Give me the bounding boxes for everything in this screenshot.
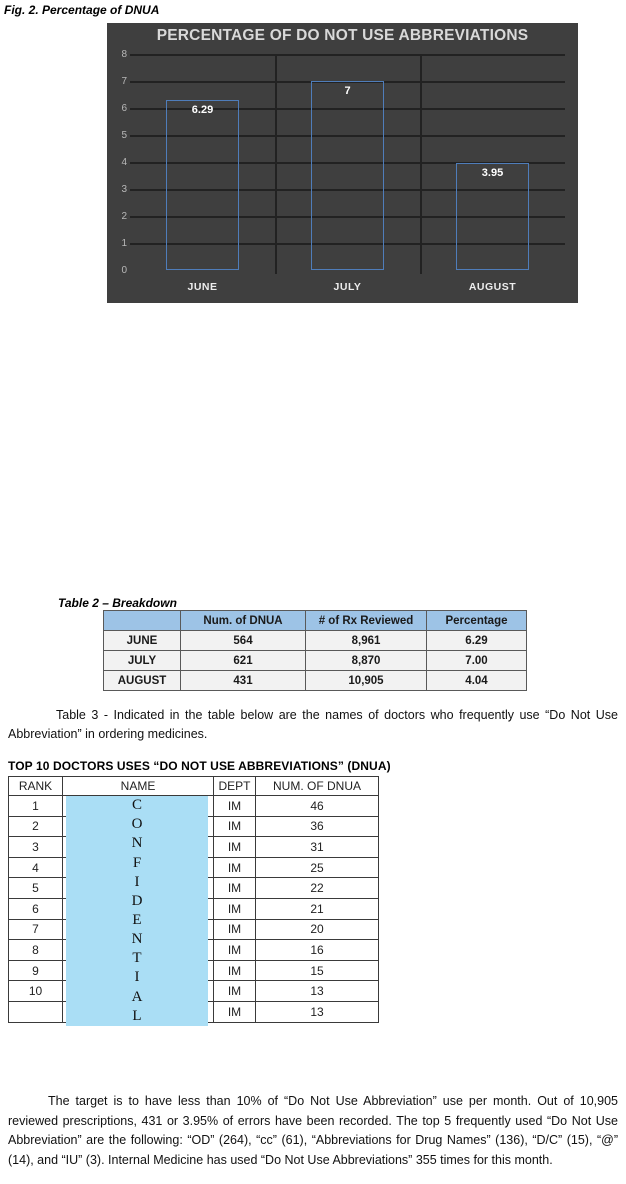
top10-cell: 4 xyxy=(9,857,63,878)
category-divider-line xyxy=(275,54,277,274)
top10-cell: 6 xyxy=(9,898,63,919)
top10-cell: 2 xyxy=(9,816,63,837)
bar-july xyxy=(311,81,384,270)
top10-cell: 36 xyxy=(256,816,379,837)
top10-cell: 8 xyxy=(9,940,63,961)
top10-cell: IM xyxy=(214,940,256,961)
confidential-letter: C xyxy=(131,797,142,814)
confidential-letter: N xyxy=(131,835,143,852)
top10-cell: IM xyxy=(214,919,256,940)
top10-header-cell: NUM. OF DNUA xyxy=(256,777,379,796)
breakdown-cell: 6.29 xyxy=(427,631,527,651)
top10-table-heading: TOP 10 DOCTORS USES “DO NOT USE ABBREVIATIONS” (DNUA) xyxy=(8,759,391,773)
x-axis-category-label: JULY xyxy=(333,281,362,293)
figure-caption: Fig. 2. Percentage of DNUA xyxy=(4,3,160,17)
breakdown-header-row xyxy=(104,611,527,631)
breakdown-cell: 431 xyxy=(181,671,306,691)
x-axis-category-label: JUNE xyxy=(187,281,218,293)
top10-cell: 13 xyxy=(256,981,379,1002)
top10-cell: IM xyxy=(214,960,256,981)
confidential-letter: I xyxy=(134,873,140,890)
top10-cell: 22 xyxy=(256,878,379,899)
bar-june xyxy=(166,100,239,270)
top10-cell xyxy=(9,1001,63,1022)
top10-table-header xyxy=(9,777,379,796)
y-axis-tick-label: 1 xyxy=(121,238,127,249)
y-axis-tick-label: 4 xyxy=(121,157,127,168)
confidential-letter: D xyxy=(131,892,143,909)
top10-header-cell: DEPT xyxy=(214,777,256,796)
bar-value-label: 6.29 xyxy=(191,104,214,117)
top10-cell: 5 xyxy=(9,878,63,899)
top10-header-cell: NAME xyxy=(63,777,214,796)
top10-cell: 13 xyxy=(256,1001,379,1022)
breakdown-table-header xyxy=(104,611,527,631)
confidential-overlay xyxy=(66,796,208,1026)
top10-cell: 1 xyxy=(9,796,63,817)
y-axis-tick-label: 0 xyxy=(121,265,127,276)
y-axis-tick-label: 5 xyxy=(121,130,127,141)
category-divider-line xyxy=(420,54,422,274)
top10-cell: 21 xyxy=(256,898,379,919)
y-axis-tick-label: 8 xyxy=(121,49,127,60)
breakdown-header-cell: # of Rx Reviewed xyxy=(306,611,427,631)
chart-title: PERCENTAGE OF DO NOT USE ABBREVIATIONS xyxy=(156,27,529,44)
top10-header-row xyxy=(9,777,379,796)
breakdown-header-cell xyxy=(104,611,181,631)
breakdown-cell: JUNE xyxy=(104,631,181,651)
top10-cell: IM xyxy=(214,816,256,837)
breakdown-cell: 4.04 xyxy=(427,671,527,691)
top10-cell: IM xyxy=(214,796,256,817)
confidential-letter: T xyxy=(132,950,142,967)
top10-cell: 46 xyxy=(256,796,379,817)
confidential-letter: A xyxy=(131,988,143,1005)
breakdown-row xyxy=(104,651,527,671)
y-axis-tick-label: 2 xyxy=(121,211,127,222)
y-axis-tick-label: 7 xyxy=(121,76,127,87)
breakdown-header-cell: Num. of DNUA xyxy=(181,611,306,631)
summary-paragraph: The target is to have less than 10% of “Do Not Use Abbreviation” use per month. Out of 10,905 reviewed prescriptions, 431 or 3.95% of errors have been recorded. The top 5 frequently used “Do Not Use Abbreviation” are the following: “OD” (264), “cc” (61), “Abbreviations for Drug Names” (136), “D/C” (15), “@” (14), and “IU” (3). Internal Medicine has used “Do Not Use Abbreviations” 355 times for this month. xyxy=(8,1094,618,1167)
top10-header-cell: RANK xyxy=(9,777,63,796)
top10-cell: IM xyxy=(214,837,256,858)
top10-cell: 31 xyxy=(256,837,379,858)
y-axis-tick-label: 3 xyxy=(121,184,127,195)
breakdown-header-cell: Percentage xyxy=(427,611,527,631)
gridline xyxy=(130,54,565,56)
top10-cell: 9 xyxy=(9,960,63,981)
confidential-letter: F xyxy=(132,854,142,871)
breakdown-cell: AUGUST xyxy=(104,671,181,691)
breakdown-row xyxy=(104,671,527,691)
top10-cell: 20 xyxy=(256,919,379,940)
confidential-letter: L xyxy=(132,1007,142,1024)
breakdown-cell: 564 xyxy=(181,631,306,651)
top10-cell: 16 xyxy=(256,940,379,961)
breakdown-cell: 10,905 xyxy=(306,671,427,691)
x-axis-category-label: AUGUST xyxy=(468,281,517,293)
top10-cell: IM xyxy=(214,857,256,878)
breakdown-cell: 621 xyxy=(181,651,306,671)
table3-intro-paragraph: Table 3 - Indicated in the table below are the names of doctors who frequently use “Do Not Use Abbreviation” in ordering medicines. xyxy=(8,708,618,741)
top10-cell: 7 xyxy=(9,919,63,940)
top10-cell: IM xyxy=(214,878,256,899)
breakdown-cell: 8,961 xyxy=(306,631,427,651)
breakdown-cell: 8,870 xyxy=(306,651,427,671)
confidential-letter: O xyxy=(131,816,143,833)
breakdown-table xyxy=(103,610,527,691)
top10-cell: IM xyxy=(214,898,256,919)
breakdown-cell: 7.00 xyxy=(427,651,527,671)
confidential-letter: N xyxy=(131,931,143,948)
top10-cell: 15 xyxy=(256,960,379,981)
top10-cell: IM xyxy=(214,1001,256,1022)
top10-cell: 25 xyxy=(256,857,379,878)
table2-caption: Table 2 – Breakdown xyxy=(58,596,177,610)
top10-cell: IM xyxy=(214,981,256,1002)
y-axis-tick-label: 6 xyxy=(121,103,127,114)
breakdown-cell: JULY xyxy=(104,651,181,671)
top10-cell: 10 xyxy=(9,981,63,1002)
bar-value-label: 7 xyxy=(344,85,351,97)
confidential-letter: I xyxy=(134,969,140,986)
chart-plot-area xyxy=(107,23,578,303)
top10-cell: 3 xyxy=(9,837,63,858)
bar-value-label: 3.95 xyxy=(481,167,504,180)
breakdown-table-body xyxy=(104,631,527,691)
breakdown-row xyxy=(104,631,527,651)
confidential-letter: E xyxy=(132,912,142,929)
dnua-percentage-bar-chart xyxy=(107,23,578,303)
